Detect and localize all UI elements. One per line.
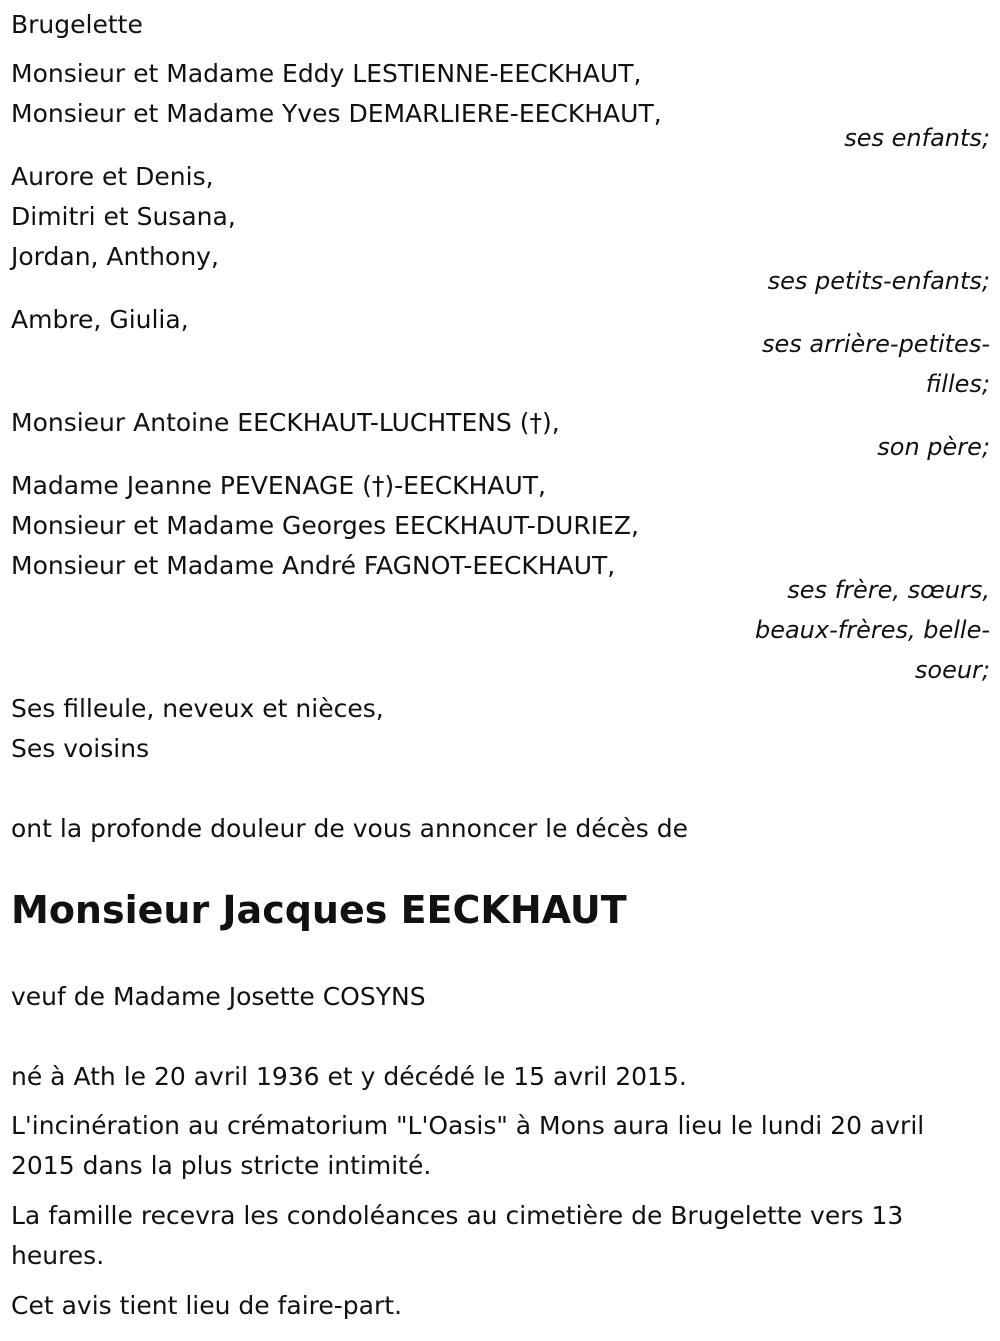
ceremony-info: L'incinération au crématorium "L'Oasis" à Mons aura lieu le lundi 20 avril 2015 dans la plus stricte intimité. (11, 1111, 925, 1180)
family-line-siblings-3: Monsieur et Madame André FAGNOT-EECKHAUT, (11, 551, 616, 580)
family-line-grandchildren-1: Aurore et Denis, (11, 162, 214, 191)
closing-note: Cet avis tient lieu de faire-part. (11, 1291, 403, 1320)
family-line-grandchildren-2: Dimitri et Susana, (11, 202, 236, 231)
family-line-grandchildren-3: Jordan, Anthony, (11, 242, 219, 271)
birth-death: né à Ath le 20 avril 1936 et y décédé le 15 avril 2015. (11, 1062, 687, 1091)
family-line-father: Monsieur Antoine EECKHAUT-LUCHTENS (†), (11, 408, 560, 437)
spouse-line: veuf de Madame Josette COSYNS (11, 982, 426, 1011)
relation-grandchildren: ses petits-enfants; (767, 267, 990, 295)
relation-siblings-1: ses frère, sœurs, (787, 576, 990, 604)
family-line-others-2: Ses voisins (11, 734, 150, 763)
relation-siblings-2: beaux-frères, belle- (754, 616, 990, 644)
deceased-name: Monsieur Jacques EECKHAUT (11, 888, 627, 932)
relation-father: son père; (877, 433, 990, 461)
announcement: ont la profonde douleur de vous annoncer le décès de (11, 814, 689, 843)
relation-great-grandchildren-2: filles; (925, 370, 990, 398)
locality: Brugelette (11, 10, 143, 39)
relation-great-grandchildren-1: ses arrière-petites- (762, 330, 990, 358)
family-line-great-grandchildren: Ambre, Giulia, (11, 305, 189, 334)
relation-siblings-3: soeur; (914, 656, 990, 684)
family-line-children-2: Monsieur et Madame Yves DEMARLIERE-EECKHAUT, (11, 99, 662, 128)
family-line-others-1: Ses filleule, neveux et nièces, (11, 694, 384, 723)
condolences-info: La famille recevra les condoléances au cimetière de Brugelette vers 13 heures. (11, 1201, 904, 1270)
family-line-siblings-2: Monsieur et Madame Georges EECKHAUT-DURIEZ, (11, 511, 639, 540)
relation-children: ses enfants; (844, 124, 990, 152)
family-line-children-1: Monsieur et Madame Eddy LESTIENNE-EECKHAUT, (11, 59, 642, 88)
family-line-siblings-1: Madame Jeanne PEVENAGE (†)-EECKHAUT, (11, 471, 546, 500)
